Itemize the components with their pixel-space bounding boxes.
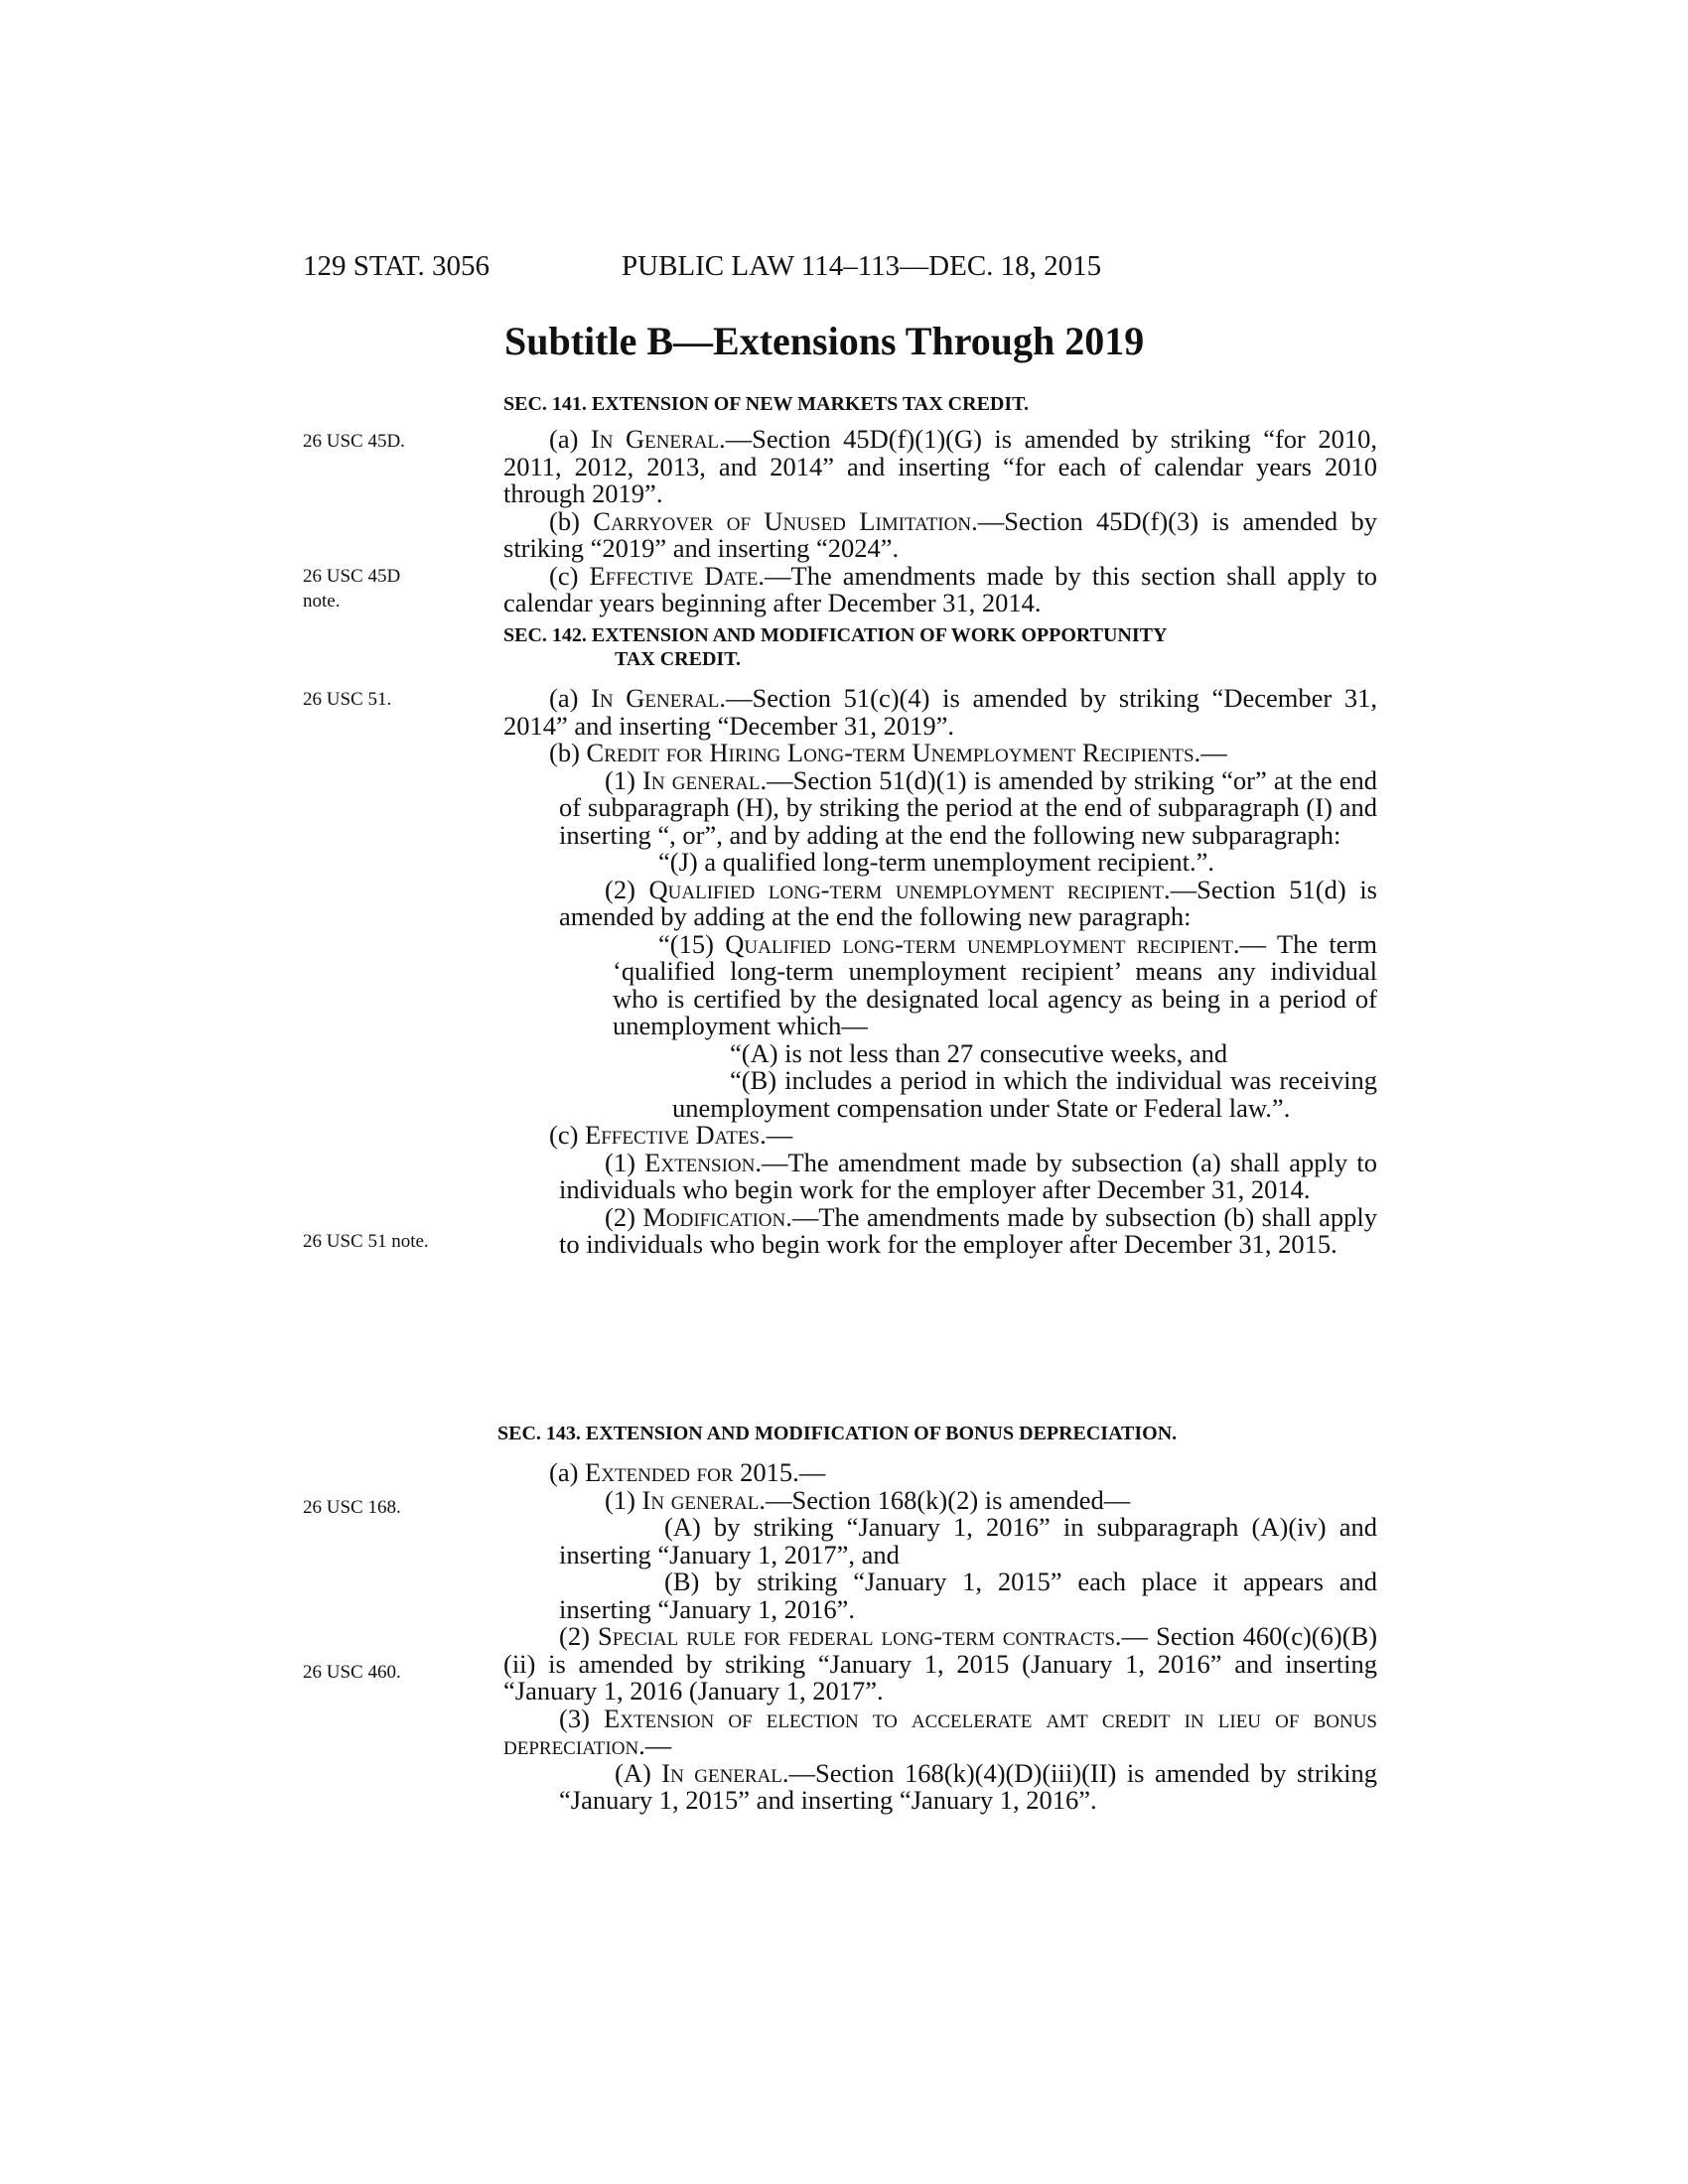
sec142-subsection-b (503, 740, 1377, 767)
section-142 (503, 623, 1377, 1259)
heading-line: SEC. 142. EXTENSION AND MODIFICATION OF WORK OPPORTUNITY (503, 624, 1168, 646)
label: (b) (549, 505, 594, 536)
margin-note-168: 26 USC 168. (303, 1497, 401, 1518)
caption: Special rule for federal long-term contracts. (597, 1621, 1122, 1651)
sec142-subsection-c (503, 1122, 1377, 1150)
label: (2) (559, 1621, 598, 1651)
caption: In General. (590, 424, 726, 454)
label: (1) (605, 1147, 645, 1177)
caption: Extended for 2015. (585, 1457, 799, 1487)
body: —Section 168(k)(4)(D)(iii)(II) is amended by striking “January 1, 2015” and inserting “January 1, 2016”. (559, 1757, 1377, 1815)
sec142-b1-quoted-text: “(J) a qualified long-term unemployment recipient.”. (658, 847, 1214, 877)
label: (c) (549, 1120, 586, 1150)
caption: In general. (641, 1484, 766, 1515)
label: (b) (549, 738, 587, 767)
body: —Section 45D(f)(3) is amended by striking “2019” and inserting “2024”. (503, 505, 1377, 563)
body: —The amendments made by subsection (b) shall apply to individuals who begin work for the employer after December 31, 2015. (559, 1201, 1377, 1259)
caption: In General. (591, 683, 726, 713)
margin-note-line: 26 USC 45D (303, 566, 401, 587)
sec141-subsection-a (503, 426, 1377, 508)
sec141-subsection-b (503, 505, 1377, 563)
sec142-c-paragraph-1 (503, 1147, 1377, 1204)
caption: In general. (642, 764, 768, 795)
section-143-heading: SEC. 143. EXTENSION AND MODIFICATION OF BONUS DEPRECIATION. (497, 1423, 1178, 1444)
body: —Section 168(k)(2) is amended— (765, 1484, 1131, 1515)
section-141-heading: SEC. 141. EXTENSION OF NEW MARKETS TAX CREDIT. (503, 393, 1029, 415)
sec142-c-paragraph-2 (503, 1201, 1377, 1259)
label: (1) (605, 764, 643, 795)
body: —Section 51(d) is amended by adding at the end the following new paragraph: (559, 874, 1377, 931)
margin-note-51: 26 USC 51. (303, 689, 392, 710)
sec142-b-paragraph-1 (503, 764, 1378, 850)
body: —The amendment made by subsection (a) shall apply to individuals who begin work for the employer after December 31, 2014. (559, 1147, 1377, 1204)
body: —The amendments made by this section shall apply to calendar years beginning after December 31, 2014. (503, 560, 1377, 617)
sec143-a3-subparagraph-A (503, 1757, 1377, 1815)
label: (a) (549, 424, 591, 454)
caption: Qualified long-term unemployment recipient. (648, 874, 1171, 904)
label: (3) (559, 1703, 605, 1733)
heading-line: TAX CREDIT. (615, 648, 742, 670)
caption: Qualified long-term unemployment recipient. (725, 928, 1240, 959)
sec142-b2-quoted-A: “(A) is not less than 27 consecutive weeks, and (730, 1037, 1228, 1068)
section-142-heading (503, 623, 1377, 671)
margin-note-460: 26 USC 460. (303, 1662, 401, 1683)
margin-note-line: note. (303, 591, 341, 612)
body: — Section 460(c)(6)(B)(ii) is amended by striking “January 1, 2015 (January 1, 2016” and inserting “January 1, 2016 (January 1, 2017”. (503, 1621, 1378, 1706)
body: — (766, 1120, 793, 1150)
caption: Extension of election to accelerate amt credit in lieu of bonus depreciation. (503, 1703, 1377, 1760)
sec142-subsection-a (503, 685, 1377, 740)
label: (a) (549, 683, 592, 713)
public-law-header: PUBLIC LAW 114–113—DEC. 18, 2015 (622, 250, 1102, 282)
label: (1) (605, 1484, 642, 1515)
label: (2) (605, 874, 649, 904)
sec143-a-paragraph-3 (503, 1703, 1377, 1760)
caption: Credit for Hiring Long-term Unemployment Recipients. (586, 738, 1201, 767)
body: — (798, 1457, 826, 1487)
caption: Modification. (642, 1201, 792, 1232)
margin-note-45d: 26 USC 45D. (303, 431, 405, 452)
sec143-a1-subparagraph-A: (A) by striking “January 1, 2016” in subparagraph (A)(iv) and inserting “January 1, 2017”, and (559, 1512, 1377, 1570)
sec142-b-paragraph-2 (503, 874, 1377, 931)
caption: Extension. (644, 1147, 762, 1177)
margin-note-45d-note (303, 564, 400, 614)
sec143-subsection-a (503, 1459, 1377, 1487)
margin-note-51-note: 26 USC 51 note. (303, 1231, 429, 1252)
body: —Section 51(d)(1) is amended by striking “or” at the end of subparagraph (H), by striking the period at the end of subparagraph (I) and inserting “, or”, and by adding at the end the following new subparagraph: (559, 764, 1378, 850)
label: “(15) (658, 928, 726, 959)
body: —Section 45D(f)(1)(G) is amended by striking “for 2010, 2011, 2012, 2013, and 2014” and inserting “for each of calendar years 2010 through 2019”. (503, 424, 1377, 508)
caption: In general. (661, 1757, 789, 1788)
label: (A) (615, 1757, 662, 1788)
body: — (644, 1730, 672, 1760)
sec141-subsection-c (503, 560, 1377, 617)
subtitle-heading: Subtitle B—Extensions Through 2019 (504, 319, 1145, 363)
body: — The term ‘qualified long-term unemployment recipient’ means any individual who is certified by the designated local agency as being in a period of unemployment which— (613, 928, 1377, 1040)
page-stat-number: 129 STAT. 3056 (303, 250, 491, 282)
label: (c) (549, 560, 590, 591)
section-141 (503, 392, 1377, 617)
sec143-a-paragraph-1 (503, 1484, 1377, 1515)
label: (a) (549, 1457, 586, 1487)
section-143 (497, 1422, 1378, 1815)
body: — (1200, 738, 1227, 767)
caption: Carryover of Unused Limitation. (593, 505, 978, 536)
body: —Section 51(c)(4) is amended by striking “December 31, 2014” and inserting “December 31, 2019”. (503, 683, 1377, 741)
sec142-b2-quoted-B: “(B) includes a period in which the individual was receiving unemployment compensation under State or Federal law.”. (672, 1065, 1377, 1123)
caption: Effective Date. (589, 560, 766, 591)
sec143-a1-subparagraph-B: (B) by striking “January 1, 2015” each place it appears and inserting “January 1, 2016”. (559, 1567, 1377, 1624)
label: (2) (605, 1201, 643, 1232)
sec143-a-paragraph-2 (503, 1623, 1377, 1706)
caption: Effective Dates. (585, 1120, 767, 1150)
sec142-b2-quoted-paragraph-15 (503, 928, 1377, 1040)
